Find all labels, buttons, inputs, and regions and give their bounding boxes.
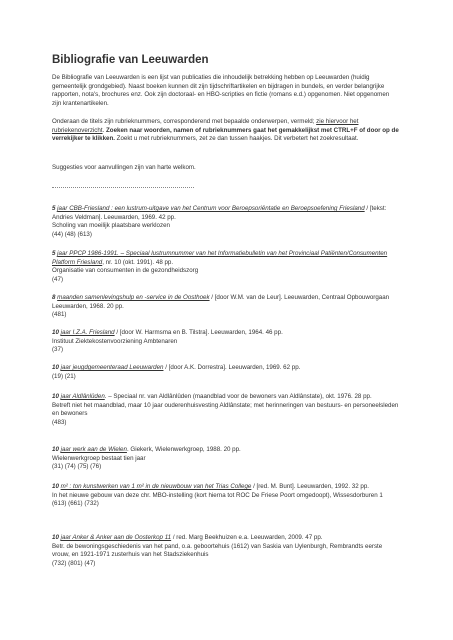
- entry-number: 10: [52, 329, 61, 336]
- entry-imprint: . – Speciaal nr. van Aldlânlûden (maandblad voor de bewoners van Aldlânstate), okt. 1976. 28 pp.: [104, 393, 372, 400]
- entry-number: 10: [52, 393, 61, 400]
- search-text-2: .: [102, 126, 107, 134]
- bibliography-entry: [52, 393, 400, 427]
- search-text-3: Zoekt u met rubrieknummers, zet ze dan tussen haakjes. Dit verbetert het zoekresultaat.: [114, 135, 359, 143]
- entry-imprint: . Giekerk, Wielenwerkgroep, 1988. 20 pp.: [126, 446, 241, 453]
- entry-number: 10: [52, 446, 61, 453]
- entry-rubrics: (37): [52, 346, 64, 354]
- intro-paragraph: De Bibliografie van Leeuwarden is een lijst van publicaties die inhoudelijk betrekking hebben op Leeuwarden (huidig gemeentelijk grondgebied). Naast boeken kunnen dit zijn tijdschriftartikelen en bijdragen in bundels, en verder belangrijke rapporten, nota's, brochures enz. Ook zijn doctoraal- en HBO-scripties en fictie (romans e.d.) opgenomen. Niet opgenomen zijn krantenartikelen.: [52, 74, 390, 107]
- entry-number: 5: [52, 250, 58, 257]
- entry-note: Betr. de bewoningsgeschiedenis van het pand, o.a. geboortehuis (1612) van Saskia van Uylenburgh, Rembrandts eerste vrouw, en 1921-1971 zusterhuis van het Stadsziekenhuis: [52, 542, 383, 559]
- bibliography-entry: [52, 446, 400, 472]
- bibliography-entry: [52, 250, 400, 284]
- entry-title: jaar CBB-Friesland : een lustrum-uitgave van het Centrum voor Beroepsoriëntatie en Beroepsoefening Friesland: [57, 205, 365, 212]
- entry-imprint: / [door W.M. van de Leur]. Leeuwarden, Centraal Opbouworgaan Leeuwarden, 1968. 20 pp.: [52, 294, 390, 310]
- entry-imprint: / [tekst: Andries Veldman]. Leeuwarden, 1969. 42 pp.: [52, 205, 387, 221]
- entry-title: jaar werk aan de Wielen: [60, 446, 127, 453]
- entry-rubrics: (44) (48) (613): [52, 230, 92, 238]
- entry-title: jaar Anker & Anker aan de Oosterkop 11: [60, 534, 172, 541]
- entry-number: 8: [52, 294, 58, 301]
- entry-rubrics: (481): [52, 311, 67, 319]
- search-text-1: Onderaan de titels zijn rubrieknummers, corresponderend met bepaalde onderwerpen, vermeld;: [52, 118, 317, 125]
- entry-note: Betreft niet het maandblad, maar 10 jaar ouderenhuisvesting Aldlânstate; met herinneringen van bestuurs- en personeelsleden en bewoners: [52, 401, 399, 418]
- separator-line: [52, 187, 194, 188]
- bibliography-entry: [52, 364, 400, 381]
- entry-number: 10: [52, 483, 61, 490]
- entry-number: 5: [52, 205, 58, 212]
- entry-title: jaar Aldlânlûden: [60, 393, 105, 400]
- entry-rubrics: (47): [52, 275, 64, 283]
- rubriekenoverzicht-link[interactable]: zie hiervoor het rubriekenoverzicht: [52, 118, 359, 134]
- entry-imprint: / [door A.K. Dorrestra]. Leeuwarden, 1969. 62 pp.: [163, 364, 301, 371]
- entry-note: In het nieuwe gebouw van deze chr. MBO-instelling (kort hierna tot ROC De Friese Poort omgedoopt), Wissesdorburen 1: [52, 491, 383, 499]
- search-tip-bold: Zoeken naar woorden, namen of rubrieknummers gaat het gemakkelijkst met CTRL+F of door op de verrekijker te klikken.: [52, 126, 399, 143]
- entry-title: jaar I.Z.A. Friesland: [60, 329, 115, 336]
- entry-title: maanden samenlevingshulp en -service in de Oosthoek: [57, 294, 210, 301]
- entry-note: Organisatie van consumenten in de gezondheidszorg: [52, 267, 199, 275]
- entry-imprint: , nr. 10 (okt. 1991). 48 pp.: [102, 258, 174, 266]
- entry-note: Wielenwerkgroep bestaat tien jaar: [52, 454, 146, 462]
- entry-rubrics: (19) (21): [52, 372, 76, 380]
- bibliography-entry: [52, 294, 400, 320]
- entry-rubrics: (31) (74) (75) (76): [52, 463, 102, 471]
- entry-rubrics: (613) (661) (732): [52, 500, 99, 508]
- bibliography-entry: [52, 205, 400, 239]
- entry-note: Instituut Ziektekostenvoorziening Ambtenaren: [52, 337, 178, 345]
- search-paragraph: [52, 118, 400, 144]
- bibliography-entry: [52, 534, 400, 568]
- entry-imprint: / red. Marg Beekhuizen e.a. Leeuwarden, 2009. 47 pp.: [171, 534, 323, 541]
- bibliography-entry: [52, 483, 400, 509]
- entry-number: 10: [52, 534, 61, 541]
- entry-imprint: / [door W. Harmsma en B. Tilstra]. Leeuwarden, 1964. 46 pp.: [114, 329, 283, 336]
- entry-rubrics: (732) (801) (47): [52, 559, 96, 567]
- entry-imprint: / [red. M. Bunt]. Leeuwarden, 1992. 32 pp.: [251, 483, 370, 490]
- bibliography-entry: [52, 329, 400, 355]
- entry-number: 10: [52, 364, 61, 371]
- entry-note: Scholing van moeilijk plaatsbare werklozen: [52, 222, 170, 230]
- entry-title: m² : ton kunstwerken van 1 m² in de nieuwbouw van het Trias College: [60, 483, 252, 490]
- page-title: Bibliografie van Leeuwarden: [52, 54, 209, 66]
- entry-rubrics: (483): [52, 418, 67, 426]
- suggestions-text: Suggesties voor aanvullingen zijn van harte welkom.: [52, 164, 196, 171]
- entry-title: jaar jeugdgemeenteraad Leeuwarden: [60, 364, 164, 371]
- entry-title: jaar PPCP 1986-1991. – Speciaal lustrumnummer van het Informatiebulletin van het Provinciaal Patiënten/Consumenten Platform Friesland: [52, 250, 388, 266]
